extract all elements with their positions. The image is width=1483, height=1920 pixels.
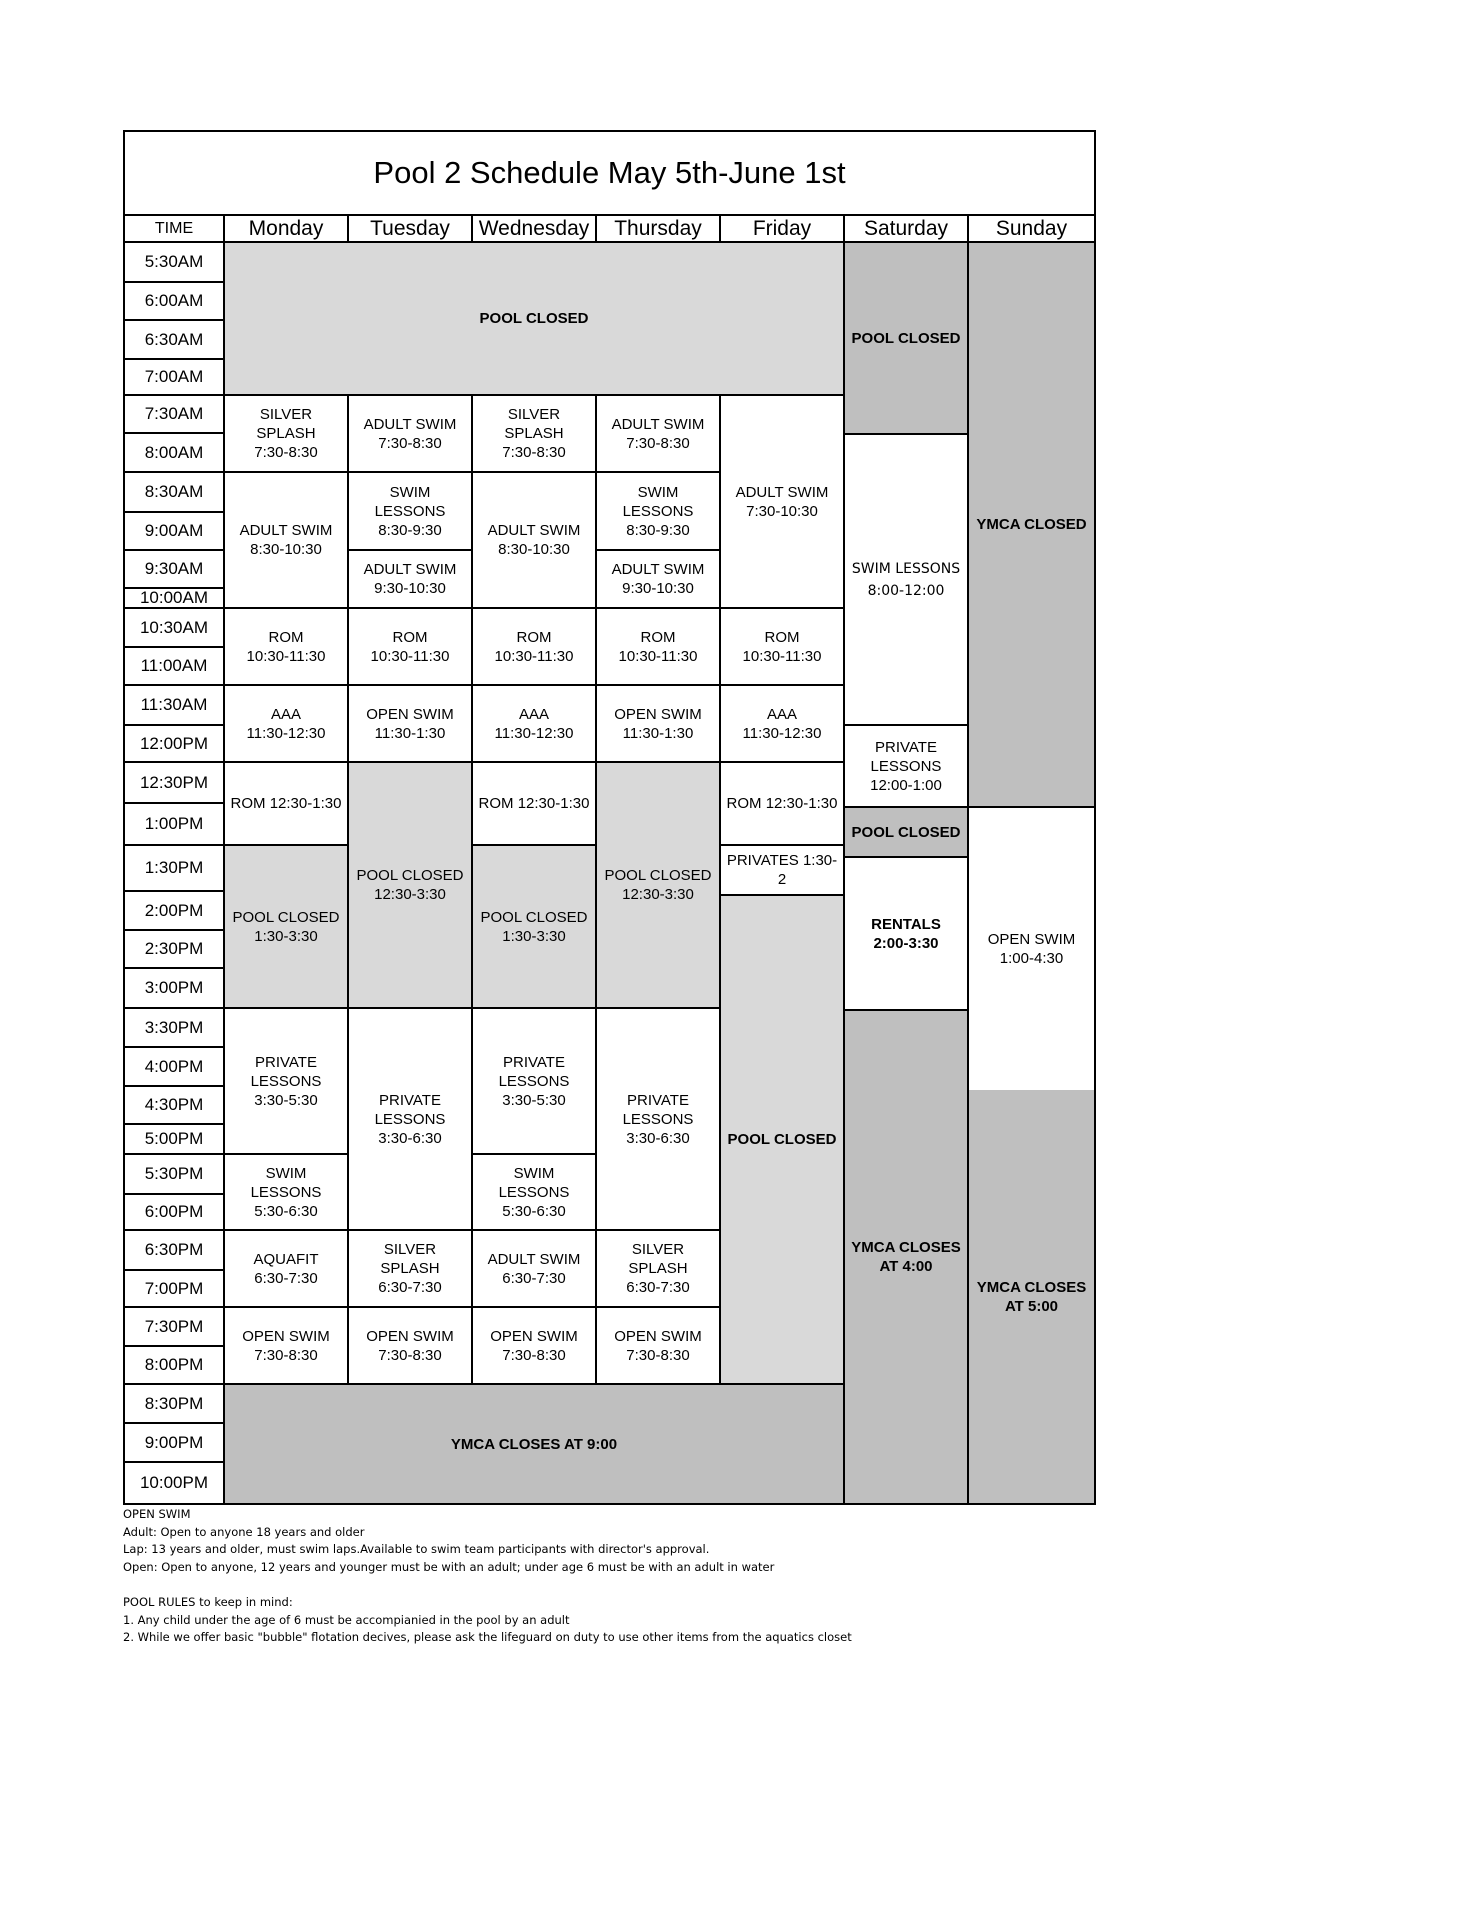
sat-private-lessons: PRIVATE LESSONS 12:00-1:00: [845, 726, 969, 808]
sun-ymca-closes: YMCA CLOSES AT 5:00: [969, 1090, 1094, 1503]
tue-private-lessons: PRIVATE LESSONS 3:30-6:30: [349, 1009, 473, 1231]
tue-rom: ROM 10:30-11:30: [349, 609, 473, 686]
time-label: 6:00PM: [125, 1195, 225, 1231]
notes-heading: OPEN SWIM: [123, 1507, 191, 1521]
time-label: 8:00AM: [125, 434, 225, 473]
time-label: 6:30PM: [125, 1231, 225, 1271]
mon-rom-afternoon: ROM 12:30-1:30: [225, 763, 349, 846]
schedule-table: [123, 130, 1096, 1505]
wed-rom-afternoon: ROM 12:30-1:30: [473, 763, 597, 846]
fri-aaa: AAA 11:30-12:30: [721, 686, 845, 763]
wed-swim-lessons: SWIM LESSONS 5:30-6:30: [473, 1155, 597, 1231]
thu-private-lessons: PRIVATE LESSONS 3:30-6:30: [597, 1009, 721, 1231]
thu-swim-lessons: SWIM LESSONS 8:30-9:30: [597, 473, 721, 551]
weekday-morning-closed: POOL CLOSED: [225, 243, 845, 396]
thu-rom: ROM 10:30-11:30: [597, 609, 721, 686]
time-label: 5:30AM: [125, 243, 225, 283]
mon-aaa: AAA 11:30-12:30: [225, 686, 349, 763]
mon-silver-splash: SILVER SPLASH 7:30-8:30: [225, 396, 349, 473]
sun-ymca-closed: YMCA CLOSED: [969, 243, 1094, 808]
time-label: 9:00PM: [125, 1424, 225, 1463]
fri-rom-afternoon: ROM 12:30-1:30: [721, 763, 845, 846]
time-label: 10:00PM: [125, 1463, 225, 1503]
open-swim-notes: [123, 1506, 1023, 1576]
wed-adult-swim-evening: ADULT SWIM 6:30-7:30: [473, 1231, 597, 1308]
note-open: Open: Open to anyone, 12 years and younger must be with an adult; under age 6 must be with an adult in water: [123, 1559, 775, 1574]
wed-adult-swim: ADULT SWIM 8:30-10:30: [473, 473, 597, 609]
time-label: 11:30AM: [125, 686, 225, 726]
thu-pool-closed: POOL CLOSED 12:30-3:30: [597, 763, 721, 1009]
time-label: 10:30AM: [125, 609, 225, 648]
evening-ymca-closes: YMCA CLOSES AT 9:00: [225, 1385, 845, 1503]
sat-swim-lessons: SWIM LESSONS 8:00-12:00: [845, 435, 969, 726]
fri-adult-swim: ADULT SWIM 7:30-10:30: [721, 396, 845, 609]
time-label: 5:30PM: [125, 1155, 225, 1195]
rule-2: 2. While we offer basic "bubble" flotation decives, please ask the lifeguard on duty to use other items from the aquatics closet: [123, 1630, 852, 1644]
rules-heading: POOL RULES to keep in mind:: [123, 1595, 293, 1609]
tue-silver-splash: SILVER SPLASH 6:30-7:30: [349, 1231, 473, 1308]
wed-silver-splash: SILVER SPLASH 7:30-8:30: [473, 396, 597, 473]
time-label: 7:00AM: [125, 360, 225, 396]
mon-private-lessons: PRIVATE LESSONS 3:30-5:30: [225, 1009, 349, 1155]
time-label: 3:00PM: [125, 969, 225, 1009]
tue-pool-closed: POOL CLOSED 12:30-3:30: [349, 763, 473, 1009]
note-lap: Lap: 13 years and older, must swim laps.Available to swim team participants with director's approval.: [123, 1542, 710, 1556]
sat-pool-closed-afternoon: POOL CLOSED: [845, 808, 969, 858]
time-label: 6:00AM: [125, 283, 225, 321]
tue-open-swim-evening: OPEN SWIM 7:30-8:30: [349, 1308, 473, 1385]
page-title: Pool 2 Schedule May 5th-June 1st: [125, 132, 1094, 216]
time-label: 9:00AM: [125, 513, 225, 551]
tue-open-swim: OPEN SWIM 11:30-1:30: [349, 686, 473, 763]
mon-rom: ROM 10:30-11:30: [225, 609, 349, 686]
time-label: 7:30PM: [125, 1308, 225, 1347]
time-label: 8:30AM: [125, 473, 225, 513]
time-label: 2:00PM: [125, 892, 225, 931]
wed-open-swim: OPEN SWIM 7:30-8:30: [473, 1308, 597, 1385]
fri-pool-closed: POOL CLOSED: [721, 896, 845, 1385]
header-monday: Monday: [225, 216, 349, 243]
header-friday: Friday: [721, 216, 845, 243]
wed-private-lessons: PRIVATE LESSONS 3:30-5:30: [473, 1009, 597, 1155]
thu-open-swim: OPEN SWIM 11:30-1:30: [597, 686, 721, 763]
wed-pool-closed: POOL CLOSED 1:30-3:30: [473, 846, 597, 1009]
tue-adult-swim: ADULT SWIM 7:30-8:30: [349, 396, 473, 473]
tue-adult-swim-late: ADULT SWIM 9:30-10:30: [349, 551, 473, 609]
sun-open-swim: OPEN SWIM 1:00-4:30: [969, 808, 1094, 1090]
header-sunday: Sunday: [969, 216, 1094, 243]
tue-swim-lessons: SWIM LESSONS 8:30-9:30: [349, 473, 473, 551]
mon-swim-lessons: SWIM LESSONS 5:30-6:30: [225, 1155, 349, 1231]
sat-ymca-closes: YMCA CLOSES AT 4:00: [845, 1011, 969, 1503]
header-wednesday: Wednesday: [473, 216, 597, 243]
mon-adult-swim: ADULT SWIM 8:30-10:30: [225, 473, 349, 609]
wed-aaa: AAA 11:30-12:30: [473, 686, 597, 763]
time-label: 6:30AM: [125, 321, 225, 360]
time-label: 3:30PM: [125, 1009, 225, 1048]
rule-1: 1. Any child under the age of 6 must be accompianied in the pool by an adult: [123, 1612, 570, 1627]
sat-pool-closed-morning: POOL CLOSED: [845, 243, 969, 435]
header-time: TIME: [125, 216, 225, 243]
fri-privates: PRIVATES 1:30- 2: [721, 846, 845, 896]
wed-rom: ROM 10:30-11:30: [473, 609, 597, 686]
mon-open-swim: OPEN SWIM 7:30-8:30: [225, 1308, 349, 1385]
time-label: 1:30PM: [125, 846, 225, 892]
thu-adult-swim: ADULT SWIM 7:30-8:30: [597, 396, 721, 473]
time-label: 1:00PM: [125, 804, 225, 846]
header-thursday: Thursday: [597, 216, 721, 243]
thu-adult-swim-late: ADULT SWIM 9:30-10:30: [597, 551, 721, 609]
thu-open-swim-evening: OPEN SWIM 7:30-8:30: [597, 1308, 721, 1385]
time-label: 9:30AM: [125, 551, 225, 589]
time-label: 2:30PM: [125, 931, 225, 969]
sat-rentals: RENTALS 2:00-3:30: [845, 858, 969, 1011]
time-label: 8:30PM: [125, 1385, 225, 1424]
header-tuesday: Tuesday: [349, 216, 473, 243]
fri-rom: ROM 10:30-11:30: [721, 609, 845, 686]
pool-rules: [123, 1594, 1023, 1647]
mon-pool-closed: POOL CLOSED 1:30-3:30: [225, 846, 349, 1009]
note-adult: Adult: Open to anyone 18 years and older: [123, 1524, 365, 1539]
time-label: 7:30AM: [125, 396, 225, 434]
time-label: 12:30PM: [125, 763, 225, 804]
time-label: 11:00AM: [125, 648, 225, 686]
time-label: 10:00AM: [125, 589, 225, 609]
header-saturday: Saturday: [845, 216, 969, 243]
time-label: 8:00PM: [125, 1347, 225, 1385]
mon-aquafit: AQUAFIT 6:30-7:30: [225, 1231, 349, 1308]
time-label: 4:00PM: [125, 1048, 225, 1087]
time-label: 5:00PM: [125, 1125, 225, 1155]
time-label: 7:00PM: [125, 1271, 225, 1308]
time-label: 12:00PM: [125, 726, 225, 763]
thu-silver-splash: SILVER SPLASH 6:30-7:30: [597, 1231, 721, 1308]
time-label: 4:30PM: [125, 1087, 225, 1125]
